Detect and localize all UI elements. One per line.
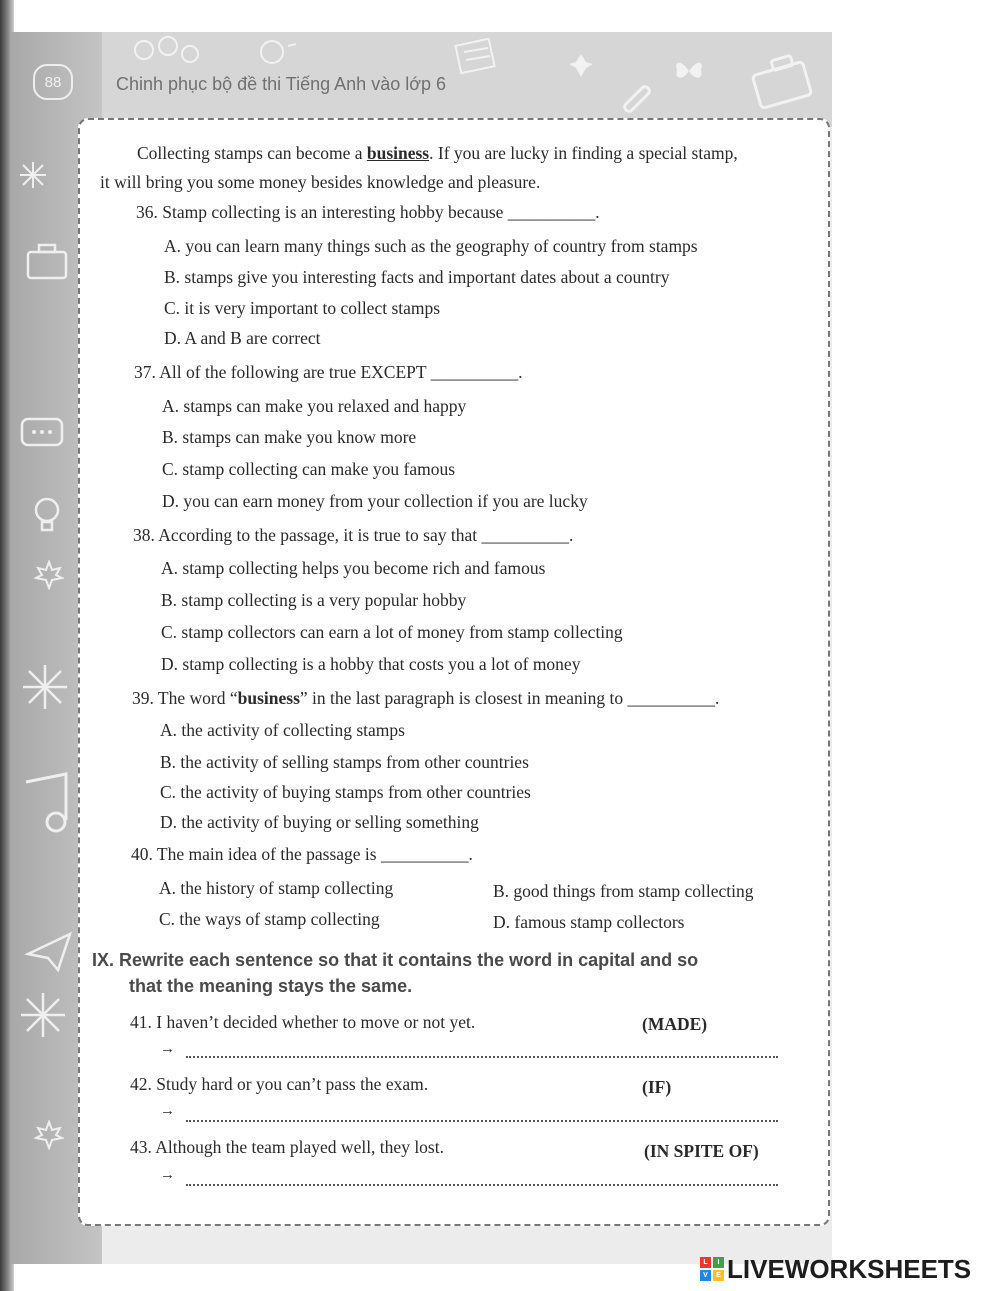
section-ix-heading-line-2: that the meaning stays the same.: [129, 976, 413, 996]
liveworksheets-brand[interactable]: LIVEWORKSHEETS: [727, 1254, 972, 1284]
snowflake-bottom-icon: [18, 990, 68, 1040]
question-37: 37. All of the following are true EXCEPT __________.: [134, 362, 523, 382]
rewrite-41-arrow: →: [160, 1041, 175, 1057]
option-38d: D. stamp collecting is a hobby that costs you a lot of money: [161, 654, 581, 674]
book-title: Chinh phục bộ đề thi Tiếng Anh vào lớp 6: [116, 74, 447, 94]
rewrite-42-arrow: →: [160, 1103, 175, 1119]
question-38: 38. According to the passage, it is true to say that __________.: [133, 525, 574, 545]
rewrite-43-keyword: (IN SPITE OF): [644, 1141, 759, 1161]
passage-line-2: it will bring you some money besides knowledge and pleasure.: [100, 172, 541, 192]
paper-plane-icon: [24, 930, 74, 974]
lightbulb-side-icon: [30, 494, 64, 538]
logo-letter-e: E: [713, 1270, 724, 1281]
option-40c: C. the ways of stamp collecting: [159, 909, 380, 929]
option-40d: D. famous stamp collectors: [493, 912, 685, 932]
liveworksheets-logo: [700, 1257, 724, 1281]
rewrite-42-sentence: 42. Study hard or you can’t pass the exam.: [130, 1074, 429, 1094]
option-36a: A. you can learn many things such as the geography of country from stamps: [164, 236, 698, 256]
notebook-icon: [450, 38, 510, 78]
section-ix-heading-line-1: IX. Rewrite each sentence so that it contains the word in capital and so: [92, 950, 699, 970]
passage-line-1: Collecting stamps can become a business. If you are lucky in finding a special stamp,: [137, 143, 738, 163]
rewrite-43-arrow: →: [160, 1167, 175, 1183]
option-39a: A. the activity of collecting stamps: [160, 720, 405, 740]
question-39: 39. The word “business” in the last paragraph is closest in meaning to __________.: [132, 688, 720, 708]
option-37d: D. you can earn money from your collection if you are lucky: [162, 491, 588, 511]
option-36d: D. A and B are correct: [164, 328, 321, 348]
option-37a: A. stamps can make you relaxed and happy: [162, 396, 467, 416]
paperclip-icon: [620, 82, 660, 122]
briefcase-side-icon: [22, 240, 72, 284]
speech-bubble-icon: [18, 415, 68, 455]
option-39c: C. the activity of buying stamps from other countries: [160, 782, 531, 802]
option-38a: A. stamp collecting helps you become rich and famous: [161, 558, 546, 578]
bell-icon: [566, 50, 596, 80]
briefcase-icon: [748, 50, 818, 110]
rewrite-42-keyword: (IF): [642, 1077, 672, 1097]
question-39-keyword: business: [237, 688, 300, 708]
option-39b: B. the activity of selling stamps from other countries: [160, 752, 529, 772]
option-36c: C. it is very important to collect stamps: [164, 298, 441, 318]
butterfly-icon: [672, 56, 706, 86]
rewrite-42-answer-line[interactable]: [186, 1120, 778, 1122]
rewrite-41-answer-line[interactable]: [186, 1056, 778, 1058]
option-36b: B. stamps give you interesting facts and important dates about a country: [164, 267, 670, 287]
maple-leaf-icon: [34, 560, 64, 590]
question-36: 36. Stamp collecting is an interesting hobby because __________.: [136, 202, 600, 222]
snowflake-icon: [18, 160, 48, 190]
option-40a: A. the history of stamp collecting: [159, 878, 394, 898]
option-40b: B. good things from stamp collecting: [493, 881, 754, 901]
logo-letter-l: L: [700, 1257, 711, 1268]
logo-letter-i: I: [713, 1257, 724, 1268]
lightbulb-icon: [250, 36, 300, 76]
page-number: 88: [33, 64, 73, 100]
option-37c: C. stamp collecting can make you famous: [162, 459, 456, 479]
rewrite-43-sentence: 43. Although the team played well, they lost.: [130, 1137, 444, 1157]
logo-letter-v: V: [700, 1270, 711, 1281]
music-note-icon: [16, 770, 76, 840]
option-37b: B. stamps can make you know more: [162, 427, 417, 447]
rewrite-41-sentence: 41. I haven’t decided whether to move or not yet.: [130, 1012, 476, 1032]
rewrite-43-answer-line[interactable]: [186, 1184, 778, 1186]
passage-keyword: business: [366, 143, 430, 163]
question-40: 40. The main idea of the passage is __________.: [131, 844, 473, 864]
rewrite-41-keyword: (MADE): [642, 1014, 708, 1034]
option-38c: C. stamp collectors can earn a lot of money from stamp collecting: [161, 622, 623, 642]
snowflake-large-icon: [20, 662, 70, 712]
option-38b: B. stamp collecting is a very popular hobby: [161, 590, 467, 610]
maple-leaf-bottom-icon: [34, 1120, 64, 1150]
option-39d: D. the activity of buying or selling something: [160, 812, 479, 832]
